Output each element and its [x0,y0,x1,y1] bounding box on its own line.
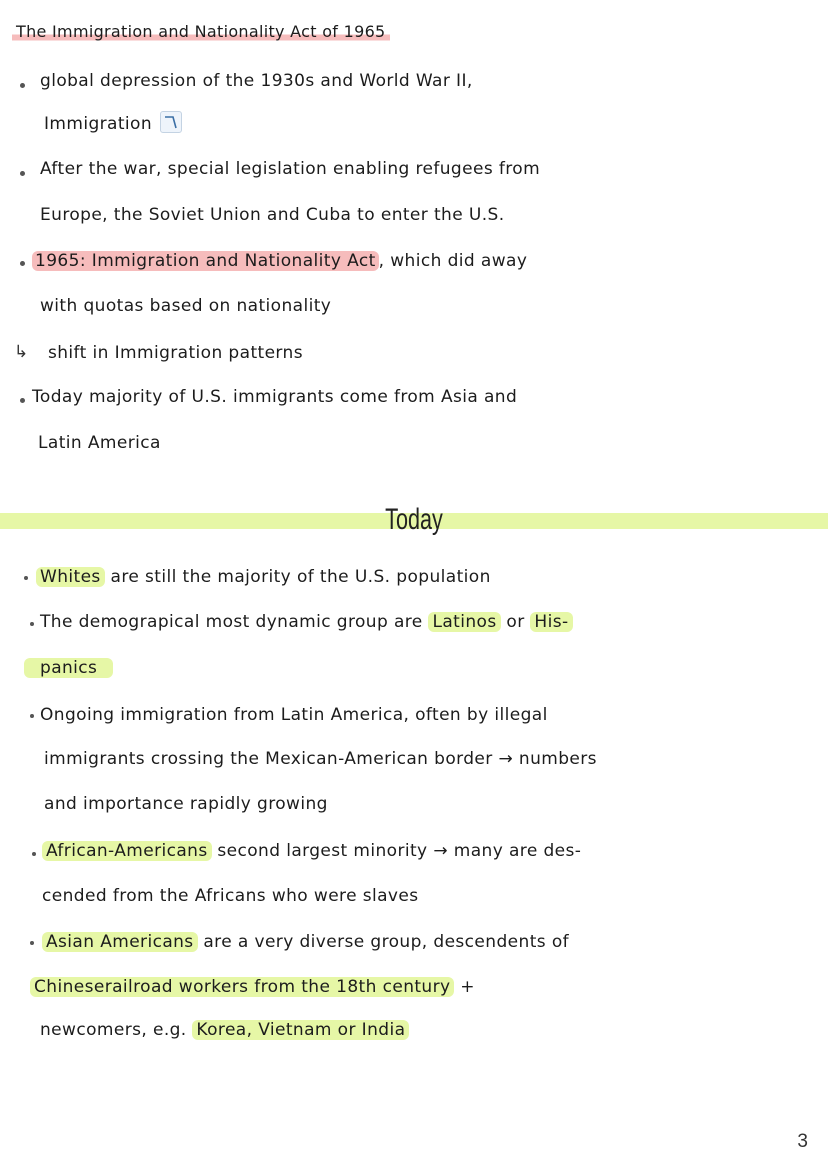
highlight-african-americans: African-Americans [42,841,212,861]
highlight-railroad-workers: Chineserailroad workers from the 18th century [30,977,454,997]
note-line: Today majority of U.S. immigrants come from Asia and [32,387,518,407]
section-heading-today: Today [385,503,443,536]
note-text: The demograpical most dynamic group are [40,612,429,632]
note-line: Latin America [38,433,161,453]
bullet-dot [20,171,25,176]
trend-down-icon [160,111,182,133]
note-text: or [500,612,531,632]
note-line [42,931,569,953]
note-text: second largest minority → many are des- [211,841,582,861]
bullet-dot [30,714,34,718]
note-line [32,250,527,272]
note-line [44,113,182,135]
highlight-whites: Whites [36,567,105,587]
note-line: immigrants crossing the Mexican-American border → numbers [44,749,597,769]
bullet-dot [30,941,34,945]
note-line [40,1019,409,1041]
bullet-dot [20,398,25,403]
note-text: newcomers, e.g. [40,1020,193,1040]
note-text: are still the majority of the U.S. population [104,567,491,587]
note-line [40,611,573,633]
bullet-dot [24,576,28,580]
note-line [24,657,113,679]
note-line: Ongoing immigration from Latin America, often by illegal [40,705,548,725]
highlight-hispanics-cont: panics [24,658,113,678]
note-line: and importance rapidly growing [44,794,328,814]
note-line: Europe, the Soviet Union and Cuba to enter the U.S. [40,205,505,225]
bullet-dot [30,622,34,626]
note-text: are a very diverse group, descendents of [197,932,570,952]
bullet-dot [20,83,25,88]
note-line [30,976,475,998]
note-line: After the war, special legislation enabling refugees from [40,159,541,179]
highlight-countries: Korea, Vietnam or India [192,1020,409,1040]
bullet-dot [32,852,36,856]
highlight-act: 1965: Immigration and Nationality Act [32,251,379,271]
page-number: 3 [797,1131,808,1152]
note-line: shift in Immigration patterns [48,343,303,363]
note-line: global depression of the 1930s and World War II, [40,71,473,91]
note-text: , which did away [378,251,528,271]
note-text: + [454,977,475,997]
highlight-latinos: Latinos [428,612,500,632]
note-line: cended from the Africans who were slaves [42,886,419,906]
note-line: with quotas based on nationality [40,296,332,316]
note-line [42,840,581,862]
highlight-hispanics: His- [530,612,572,632]
bullet-dot [20,261,25,266]
arrow-icon: ↳ [14,342,29,362]
highlight-asian-americans: Asian Americans [42,932,198,952]
note-line [36,566,491,588]
note-text: Immigration [44,114,153,134]
page-title: The Immigration and Nationality Act of 1965 [12,22,390,42]
